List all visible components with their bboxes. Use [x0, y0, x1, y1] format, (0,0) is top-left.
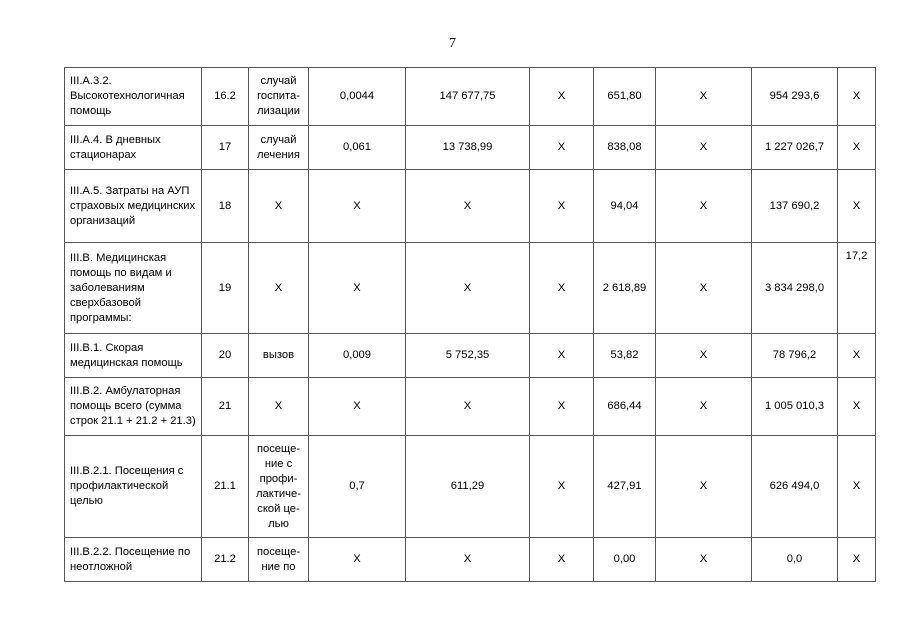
row-cell-8: X [656, 538, 752, 582]
row-cell-9: 0,0 [752, 538, 838, 582]
row-cell-5: 5 752,35 [406, 334, 530, 378]
row-cell-8: X [656, 378, 752, 436]
row-cell-6: X [530, 334, 594, 378]
row-cell-10: X [838, 126, 876, 170]
row-unit: посеще-ние с профи-лактиче-ской це-лью [249, 436, 309, 538]
row-cell-8: X [656, 68, 752, 126]
row-cell-10: X [838, 378, 876, 436]
row-cell-4: X [309, 378, 406, 436]
row-name: III.А.4. В дневных стационарах [65, 126, 202, 170]
row-cell-7: 0,00 [594, 538, 656, 582]
row-cell-7: 2 618,89 [594, 243, 656, 334]
row-cell-6: X [530, 378, 594, 436]
row-cell-9: 3 834 298,0 [752, 243, 838, 334]
row-cell-9: 1 005 010,3 [752, 378, 838, 436]
table-row [65, 436, 876, 538]
row-cell-4: 0,7 [309, 436, 406, 538]
row-cell-9: 954 293,6 [752, 68, 838, 126]
row-name: III.В.1. Скорая медицинская помощь [65, 334, 202, 378]
funding-table [64, 67, 876, 582]
row-unit: посеще-ние по [249, 538, 309, 582]
table-row [65, 334, 876, 378]
row-cell-5: 147 677,75 [406, 68, 530, 126]
row-cell-10: X [838, 538, 876, 582]
row-code: 19 [202, 243, 249, 334]
row-cell-5: X [406, 538, 530, 582]
row-cell-9: 1 227 026,7 [752, 126, 838, 170]
row-cell-5: 611,29 [406, 436, 530, 538]
table-row [65, 378, 876, 436]
row-cell-7: 651,80 [594, 68, 656, 126]
row-code: 21.1 [202, 436, 249, 538]
row-unit: X [249, 243, 309, 334]
table-row [65, 538, 876, 582]
row-cell-6: X [530, 68, 594, 126]
row-cell-6: X [530, 538, 594, 582]
row-cell-8: X [656, 243, 752, 334]
table-row [65, 170, 876, 243]
row-cell-4: X [309, 243, 406, 334]
row-cell-4: X [309, 538, 406, 582]
row-name: III.В.2. Амбулаторная помощь всего (сумма строк 21.1 + 21.2 + 21.3) [65, 378, 202, 436]
row-code: 17 [202, 126, 249, 170]
row-unit: X [249, 170, 309, 243]
row-unit: случай лечения [249, 126, 309, 170]
row-cell-5: 13 738,99 [406, 126, 530, 170]
row-name: III.В. Медицинская помощь по видам и заболеваниям сверхбазовой программы: [65, 243, 202, 334]
row-code: 18 [202, 170, 249, 243]
row-cell-4: 0,009 [309, 334, 406, 378]
row-cell-7: 53,82 [594, 334, 656, 378]
row-cell-8: X [656, 126, 752, 170]
row-cell-10: 17,2 [838, 243, 876, 334]
row-cell-7: 686,44 [594, 378, 656, 436]
row-cell-10: X [838, 170, 876, 243]
table-row [65, 126, 876, 170]
row-unit: случай госпита-лизации [249, 68, 309, 126]
row-name: III.А.3.2. Высокотехнологичная помощь [65, 68, 202, 126]
row-cell-10: X [838, 334, 876, 378]
row-cell-5: X [406, 170, 530, 243]
row-unit: X [249, 378, 309, 436]
row-cell-7: 838,08 [594, 126, 656, 170]
page-number: 7 [449, 36, 456, 51]
row-cell-10: X [838, 68, 876, 126]
row-name: III.В.2.2. Посещение по неотложной [65, 538, 202, 582]
row-cell-9: 626 494,0 [752, 436, 838, 538]
row-code: 20 [202, 334, 249, 378]
row-cell-8: X [656, 170, 752, 243]
table-row [65, 68, 876, 126]
row-unit: вызов [249, 334, 309, 378]
row-cell-4: 0,0044 [309, 68, 406, 126]
table-row [65, 243, 876, 334]
row-cell-8: X [656, 334, 752, 378]
row-code: 21 [202, 378, 249, 436]
row-cell-6: X [530, 126, 594, 170]
row-name: III.В.2.1. Посещения с профилактической целью [65, 436, 202, 538]
row-name: III.А.5. Затраты на АУП страховых медицинских организаций [65, 170, 202, 243]
row-cell-4: X [309, 170, 406, 243]
row-cell-8: X [656, 436, 752, 538]
row-code: 21.2 [202, 538, 249, 582]
row-cell-5: X [406, 378, 530, 436]
row-cell-9: 78 796,2 [752, 334, 838, 378]
row-cell-5: X [406, 243, 530, 334]
row-cell-4: 0,061 [309, 126, 406, 170]
row-cell-7: 427,91 [594, 436, 656, 538]
row-cell-7: 94,04 [594, 170, 656, 243]
row-cell-6: X [530, 243, 594, 334]
row-cell-6: X [530, 170, 594, 243]
row-cell-10: X [838, 436, 876, 538]
row-cell-9: 137 690,2 [752, 170, 838, 243]
row-code: 16.2 [202, 68, 249, 126]
row-cell-6: X [530, 436, 594, 538]
